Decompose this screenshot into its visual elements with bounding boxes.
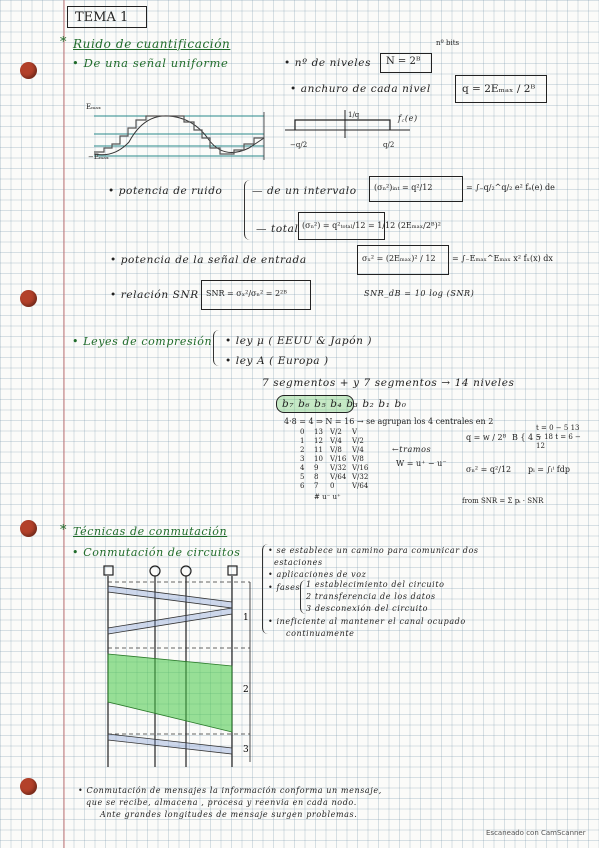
niveles-label-text: nº de niveles bbox=[294, 57, 372, 69]
mensajes-l2: que se recibe, almacena , procesa y reenvia en cada nodo. bbox=[86, 798, 357, 807]
table-cell: 3 bbox=[300, 455, 305, 463]
table-cell: V bbox=[352, 428, 358, 436]
leyes-title-text: Leyes de compresión bbox=[83, 335, 213, 348]
table-cell: 0 bbox=[330, 482, 335, 490]
phase-label-1: 1 bbox=[243, 613, 249, 623]
data-transfer bbox=[108, 654, 232, 732]
table-cell: 11 bbox=[314, 446, 323, 454]
bits-line: b₇ b₆ b₅ b₄ b₃ b₂ b₁ b₀ bbox=[282, 398, 407, 410]
table-cell: V/8 bbox=[352, 455, 364, 463]
node-station-b bbox=[228, 566, 237, 575]
disconnect bbox=[108, 734, 232, 754]
ley-mu-text: ley μ ( EEUU & Japón ) bbox=[235, 335, 373, 347]
leyes-brace bbox=[213, 330, 220, 366]
b-brace: B { 4 5 bbox=[512, 433, 541, 442]
senal-eq: σₓ² = (2Eₘₐₓ)² / 12 bbox=[362, 254, 436, 263]
nbits-note: nº bits bbox=[436, 39, 460, 47]
table-cell: V/4 bbox=[352, 446, 364, 454]
item-fases-text: fases bbox=[276, 583, 301, 592]
table-cell: V/16 bbox=[330, 455, 347, 463]
table-cell: V/4 bbox=[330, 437, 342, 445]
b-side: t = 0 − 5 13 − 18 t = 6 − 12 bbox=[536, 424, 581, 451]
table-cell: 7 bbox=[314, 482, 319, 490]
item-ineficiente-text: ineficiente al mantener el canal ocupado bbox=[276, 617, 466, 626]
item-fases: • fases bbox=[268, 583, 301, 592]
mensajes-l1-text: Conmutación de mensajes la información conforma un mensaje, bbox=[86, 786, 382, 795]
table-cell: V/32 bbox=[352, 473, 369, 481]
sigma-eq: σₙ² = q²/12 bbox=[466, 465, 512, 474]
scanner-watermark: Escaneado con CamScanner bbox=[486, 829, 586, 837]
circuit-timing-diagram bbox=[100, 562, 262, 774]
section-title-ruido: Ruido de cuantificación bbox=[73, 37, 231, 51]
item-voz-text: aplicaciones de voz bbox=[276, 570, 367, 579]
table-cell: 5 bbox=[300, 473, 305, 481]
pos-q2-label: q/2 bbox=[383, 141, 395, 149]
item-voz: • aplicaciones de voz bbox=[268, 570, 367, 579]
item-camino: • se establece un camino para comunicar dos bbox=[268, 546, 479, 555]
snr-eq: SNR = σₓ²/σₙ² = 2²ᴮ bbox=[206, 289, 287, 298]
snr-db: SNR_dB = 10 log (SNR) bbox=[364, 289, 475, 298]
ruido-label-text: potencia de ruido bbox=[118, 185, 223, 197]
ley-a-text: ley A ( Europa ) bbox=[235, 355, 329, 367]
item-continuamente: continuamente bbox=[286, 629, 355, 638]
ruido-intervalo: — de un intervalo bbox=[252, 185, 357, 197]
item-camino-text: se establece un camino para comunicar dos bbox=[276, 546, 479, 555]
item-ineficiente: • ineficiente al mantener el canal ocupado bbox=[268, 617, 466, 626]
phase-label-2: 2 bbox=[243, 685, 249, 695]
bullet-senal-uniforme-text: De una señal uniforme bbox=[83, 56, 229, 70]
conmutacion-circuitos: • Conmutación de circuitos bbox=[72, 546, 241, 559]
niveles-formula: N = 2ᴮ bbox=[386, 56, 421, 67]
inv-q-label: 1/q bbox=[348, 111, 360, 119]
table-cell: V/64 bbox=[330, 473, 347, 481]
ley-a: • ley A ( Europa ) bbox=[225, 355, 329, 367]
table-cell: 0 bbox=[300, 428, 305, 436]
phase-label-3: 3 bbox=[243, 745, 249, 755]
agrupan-line: 4·8 = 4 ⇒ N = 16 → se agrupan los 4 centrales en 2 bbox=[284, 417, 494, 426]
table-cell: V/16 bbox=[352, 464, 369, 472]
setup-request bbox=[108, 586, 232, 608]
emax-bot-label: −Eₘₐₓ bbox=[88, 153, 109, 161]
binder-hole bbox=[20, 290, 37, 307]
binder-hole bbox=[20, 62, 37, 79]
node-switch-2 bbox=[181, 566, 191, 576]
emax-top-label: Eₘₐₓ bbox=[86, 103, 102, 111]
table-cell: 4 bbox=[300, 464, 305, 472]
fase-2: 2 transferencia de los datos bbox=[306, 592, 436, 601]
leyes-title: • Leyes de compresión bbox=[72, 335, 213, 348]
table-cell: 13 bbox=[314, 428, 323, 436]
setup-ack bbox=[108, 608, 232, 634]
fe-label: f꜀(e) bbox=[398, 114, 418, 123]
conmutacion-circuitos-text: Conmutación de circuitos bbox=[83, 546, 241, 559]
analog-signal bbox=[94, 116, 264, 155]
q-eq: q = w / 2ᴮ bbox=[466, 433, 507, 442]
table-cell: 2 bbox=[300, 446, 305, 454]
from-snr: from SNR = Σ pᵢ · SNR bbox=[462, 497, 544, 505]
quantized-signal bbox=[94, 116, 264, 154]
table-cell: 6 bbox=[300, 482, 305, 490]
table-cell: 1 bbox=[300, 437, 305, 445]
asterisk: * bbox=[60, 523, 67, 538]
fase-3: 3 desconexión del circuito bbox=[306, 604, 429, 613]
binder-hole bbox=[20, 520, 37, 537]
ruido-integral: = ∫₋q/₂^q/₂ e² fₑ(e) de bbox=[466, 183, 555, 192]
ruido-total-eq: (σₙ²) = q²ₜₒₜₐₗ/12 = 1/12 (2Eₘₐₓ/2ᴮ)² bbox=[302, 221, 441, 230]
ruido-total: — total bbox=[256, 223, 299, 235]
anchura-label-text: anchuro de cada nivel bbox=[300, 83, 431, 95]
snr-label: • relación SNR bbox=[110, 289, 199, 301]
anchura-formula: q = 2Eₘₐₓ / 2ᴮ bbox=[462, 83, 536, 95]
wuu-label: W = u⁺ − u⁻ bbox=[396, 459, 447, 468]
fase-1: 1 establecimiento del circuito bbox=[306, 580, 445, 589]
mensajes-l1: • Conmutación de mensajes la información conforma un mensaje, bbox=[78, 786, 382, 795]
tecnicas-title: Técnicas de conmutación bbox=[73, 525, 228, 538]
ruido-brace bbox=[244, 180, 251, 240]
node-station-a bbox=[104, 566, 113, 575]
bullet-senal-uniforme: • De una señal uniforme bbox=[72, 56, 229, 70]
asterisk: * bbox=[60, 35, 67, 50]
table-foot: # u⁻ u⁺ bbox=[314, 493, 341, 501]
senal-label: • potencia de la señal de entrada bbox=[110, 254, 307, 266]
ruido-label: • potencia de ruido bbox=[108, 185, 223, 197]
table-cell: V/2 bbox=[352, 437, 364, 445]
senal-label-text: potencia de la señal de entrada bbox=[120, 254, 307, 266]
tramos-label: ←tramos bbox=[392, 445, 432, 454]
item-estaciones: estaciones bbox=[274, 558, 323, 567]
node-switch-1 bbox=[150, 566, 160, 576]
anchura-label: • anchuro de cada nivel bbox=[290, 83, 431, 95]
niveles-label: • nº de niveles bbox=[284, 57, 372, 69]
table-cell: 8 bbox=[314, 473, 319, 481]
table-cell: V/2 bbox=[330, 428, 342, 436]
senal-integral: = ∫₋Eₘₐₓ^Eₘₐₓ x² fₓ(x) dx bbox=[452, 254, 553, 263]
binder-hole bbox=[20, 778, 37, 795]
snr-label-text: relación SNR bbox=[120, 289, 199, 301]
signal-graph bbox=[84, 104, 274, 174]
tema-title: TEMA 1 bbox=[75, 10, 129, 25]
pi-eq: pᵢ = ∫ₗⁱ fdp bbox=[528, 465, 570, 474]
neg-q2-label: −q/2 bbox=[290, 141, 308, 149]
mensajes-l3: Ante grandes longitudes de mensaje surgen problemas. bbox=[100, 810, 358, 819]
ruido-intervalo-eq: (σₙ²)ᵢₙₜ = q²/12 bbox=[374, 183, 433, 192]
table-cell: V/32 bbox=[330, 464, 347, 472]
table-cell: V/64 bbox=[352, 482, 369, 490]
segmentos-line: 7 segmentos + y 7 segmentos → 14 niveles bbox=[262, 377, 515, 389]
margin-line bbox=[63, 0, 65, 848]
table-cell: 12 bbox=[314, 437, 323, 445]
table-cell: V/8 bbox=[330, 446, 342, 454]
table-cell: 10 bbox=[314, 455, 323, 463]
table-cell: 9 bbox=[314, 464, 319, 472]
ley-mu: • ley μ ( EEUU & Japón ) bbox=[225, 335, 373, 347]
